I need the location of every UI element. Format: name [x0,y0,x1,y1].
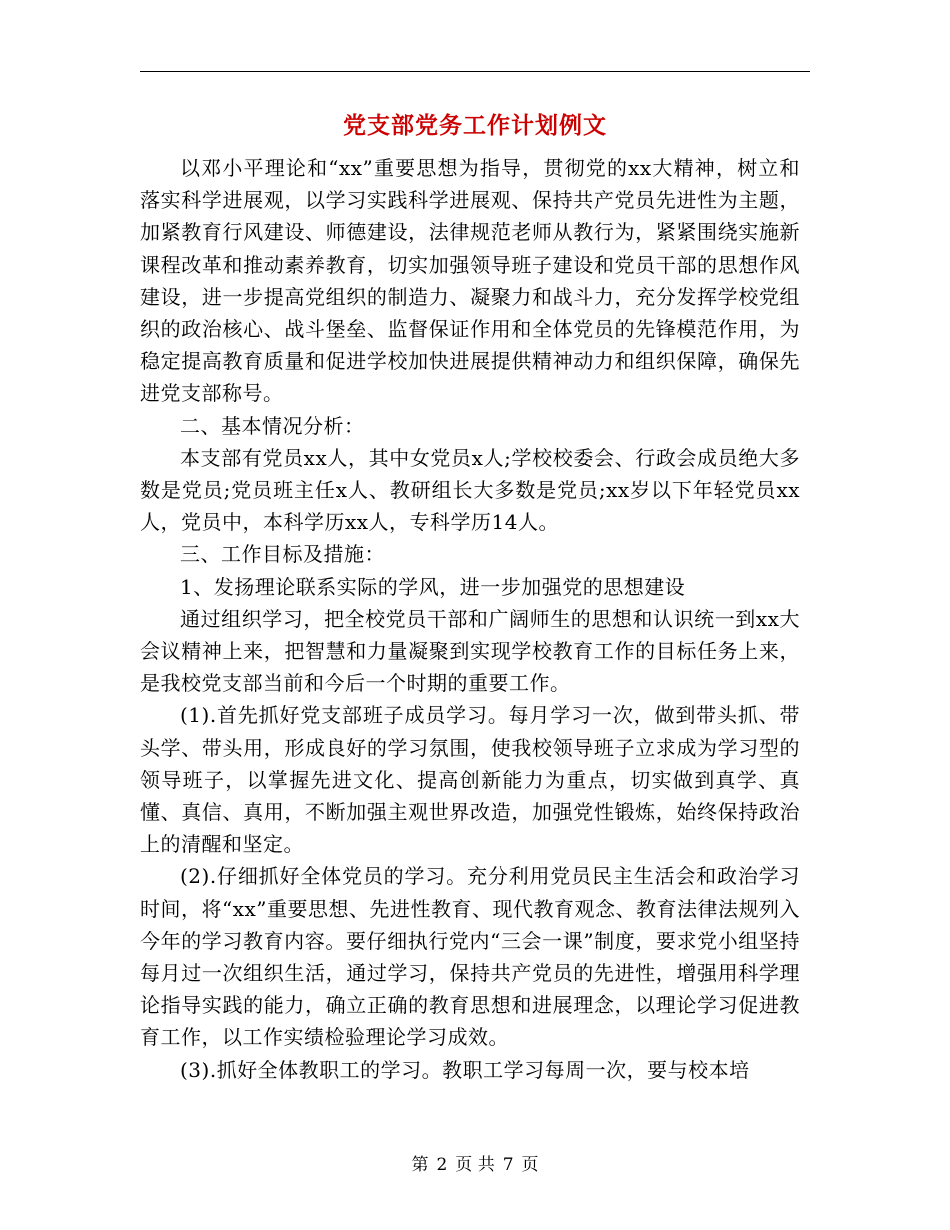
paragraph-item-1: (1).首先抓好党支部班子成员学习。每月学习一次，做到带头抓、带头学、带头用，形成良好的学习氛围，使我校领导班子立求成为学习型的领导班子，以掌握先进文化、提高创新能力为重点，切实做到真学、真懂、真信、真用，不断加强主观世界改造，加强党性锻炼，始终保持政治上的清醒和坚定。 [140,703,800,857]
footer-current-page: 2 [436,1155,448,1175]
page-number-footer [0,1153,950,1177]
footer-total-pages: 7 [502,1155,514,1175]
subheading-study-style: 1、发扬理论联系实际的学风，进一步加强党的思想建设 [180,574,686,599]
paragraph-intro: 以邓小平理论和“xx”重要思想为指导，贯彻党的xx大精神，树立和落实科学进展观，以学习实践科学进展观、保持共产党员先进性为主题，加紧教育行风建设、师德建设，法律规范老师从教行为，紧紧围绕实施新课程改革和推动素养教育，切实加强领导班子建设和党员干部的思想作风建设，进一步提高党组织的制造力、凝聚力和战斗力，充分发挥学校党组织的政治核心、战斗堡垒、监督保证作用和全体党员的先锋模范作用，为稳定提高教育质量和促进学校加快进展提供精神动力和组织保障，确保先进党支部称号。 [140,156,800,406]
footer-prefix: 第 [411,1155,429,1175]
heading-goals-measures: 三、工作目标及措施： [180,542,385,567]
document-body [140,152,800,1086]
footer-middle: 页 共 [455,1155,495,1175]
paragraph-organize-study: 通过组织学习，把全校党员干部和广阔师生的思想和认识统一到xx大会议精神上来，把智慧和力量凝聚到实现学校教育工作的目标任务上来，是我校党支部当前和今后一个时期的重要工作。 [140,606,800,696]
paragraph-item-3: (3).抓好全体教职工的学习。教职工学习每周一次，要与校本培 [180,1057,750,1082]
document-title: 党支部党务工作计划例文 [343,112,607,139]
paragraph-item-2: (2).仔细抓好全体党员的学习。充分利用党员民主生活会和政治学习时间，将“xx”重要思想、先进性教育、现代教育观念、教育法律法规列入今年的学习教育内容。要仔细执行党内“三会一课”制度，要求党小组坚持每月过一次组织生活，通过学习，保持共产党员的先进性，增强用科学理论指导实践的能力，确立正确的教育思想和进展理念，以理论学习促进教育工作，以工作实绩检验理论学习成效。 [140,864,801,1050]
footer-suffix: 页 [521,1155,539,1175]
paragraph-basic-situation: 本支部有党员xx人，其中女党员x人;学校校委会、行政会成员绝大多数是党员;党员班主任x人、教研组长大多数是党员;xx岁以下年轻党员xx人，党员中，本科学历xx人，专科学历14人。 [140,445,800,535]
header-rule [140,71,810,72]
heading-basic-situation: 二、基本情况分析： [180,413,365,438]
